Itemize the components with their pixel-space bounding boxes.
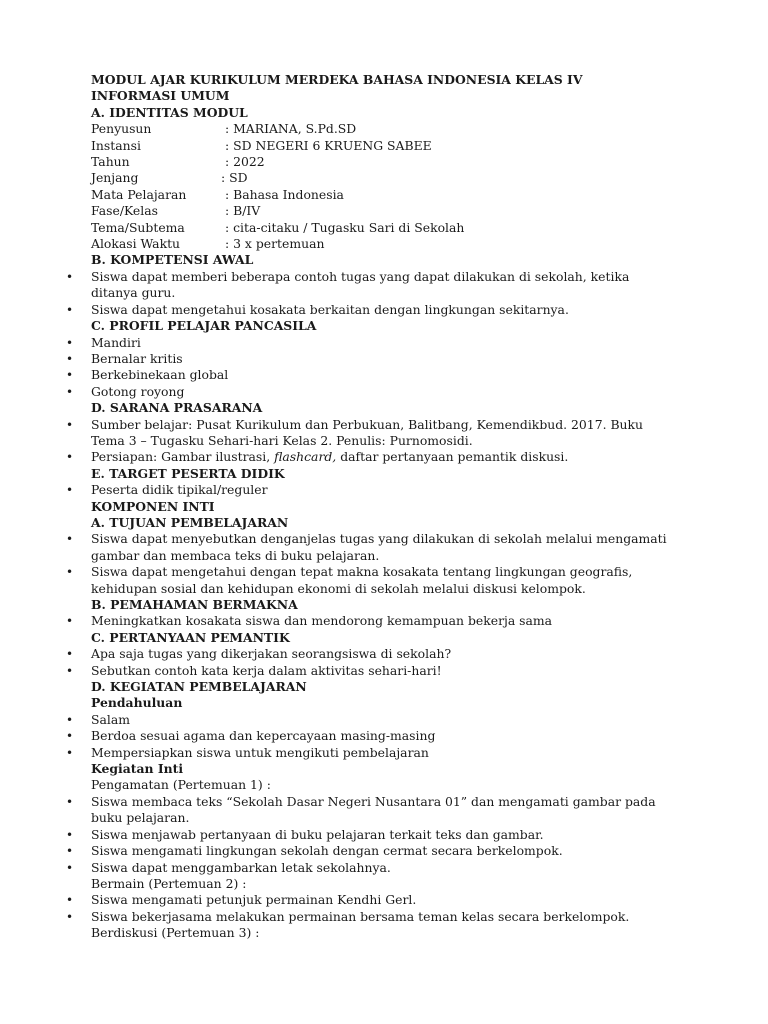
bullet-icon: • bbox=[66, 663, 74, 678]
bullet-icon: • bbox=[66, 712, 74, 727]
sarana-list bbox=[66, 416, 691, 466]
bullet-icon: • bbox=[66, 909, 74, 924]
pendahuluan-list bbox=[66, 711, 691, 761]
list-item: • Siswa dapat mengetahui dengan tepat makna kosakata tentang lingkungan geografis, kehidupan sosial dan kehidupan ekonomi di sekolah melalui diskusi kelompok. bbox=[66, 564, 633, 596]
subheading-pertemuan-2: Bermain (Pertemuan 2) : bbox=[91, 875, 247, 891]
bullet-icon: • bbox=[66, 335, 74, 350]
identitas-row: Tema/Subtema : cita-citaku / Tugasku Sari di Sekolah bbox=[91, 219, 465, 235]
list-item: • Siswa dapat memberi beberapa contoh tugas yang dapat dilakukan di sekolah, ketika ditanya guru. bbox=[66, 268, 630, 301]
bullet-icon: • bbox=[66, 269, 74, 284]
heading-identitas-modul: A. IDENTITAS MODUL bbox=[91, 104, 248, 120]
list-item: • Gotong royong bbox=[66, 383, 185, 399]
identitas-row: Tahun : 2022 bbox=[91, 154, 265, 170]
list-item: • Apa saja tugas yang dikerjakan seorangsiswa di sekolah? bbox=[66, 646, 452, 662]
target-list bbox=[66, 482, 691, 498]
list-item: • Siswa dapat mengetahui kosakata berkaitan dengan lingkungan sekitarnya. bbox=[66, 301, 569, 317]
identitas-row: Penyusun : MARIANA, S.Pd.SD bbox=[91, 121, 357, 137]
section-komponen-inti: KOMPONEN INTI bbox=[91, 498, 215, 514]
heading-pemahaman-bermakna: B. PEMAHAMAN BERMAKNA bbox=[91, 597, 298, 612]
bullet-icon: • bbox=[66, 647, 74, 662]
flashcard-emphasis: flashcard, bbox=[274, 449, 337, 465]
identitas-row: Instansi : SD NEGERI 6 KRUENG SABEE bbox=[91, 137, 432, 153]
kompetensi-list bbox=[66, 268, 691, 318]
section-informasi-umum: INFORMASI UMUM bbox=[91, 88, 230, 104]
bullet-icon: • bbox=[66, 565, 74, 580]
list-item: • Mempersiapkan siswa untuk mengikuti pembelajaran bbox=[66, 744, 429, 760]
list-item: • Bernalar kritis bbox=[66, 350, 183, 366]
bullet-icon: • bbox=[66, 351, 74, 366]
list-item: • Sumber belajar: Pusat Kurikulum dan Perbukuan, Balitbang, Kemendikbud. 2017. Buku Tema 3 – Tugasku Sehari-hari Kelas 2. Penulis: Purnomosidi. bbox=[66, 416, 644, 448]
heading-kompetensi-awal: B. KOMPETENSI AWAL bbox=[91, 252, 254, 268]
identitas-row: Jenjang : SD bbox=[91, 170, 248, 186]
bullet-icon: • bbox=[66, 844, 74, 859]
list-item: • Meningkatkan kosakata siswa dan mendorong kemampuan bekerja sama bbox=[66, 613, 553, 629]
bullet-icon: • bbox=[66, 860, 74, 875]
bullet-icon: • bbox=[66, 893, 74, 908]
bullet-icon: • bbox=[66, 827, 74, 842]
profil-list bbox=[66, 334, 691, 401]
document-title: MODUL AJAR KURIKULUM MERDEKA BAHASA INDONESIA KELAS IV bbox=[91, 72, 583, 87]
pertanyaan-list bbox=[66, 646, 691, 679]
pertemuan-1-list bbox=[66, 793, 691, 876]
bullet-icon: • bbox=[66, 417, 74, 432]
bullet-icon: • bbox=[66, 302, 74, 317]
bullet-icon: • bbox=[66, 794, 74, 809]
list-item: • Siswa menjawab pertanyaan di buku pelajaran terkait teks dan gambar. bbox=[66, 826, 544, 842]
pertemuan-2-list bbox=[66, 892, 691, 925]
list-item: • Siswa membaca teks “Sekolah Dasar Negeri Nusantara 01” dan mengamati gambar pada buku pelajaran. bbox=[66, 793, 656, 826]
heading-sarana-prasarana: D. SARANA PRASARANA bbox=[91, 400, 263, 416]
list-item: • Siswa mengamati petunjuk permainan Kendhi Gerl. bbox=[66, 892, 417, 908]
bullet-icon: • bbox=[66, 614, 74, 629]
bullet-icon: • bbox=[66, 368, 74, 383]
identitas-row: Mata Pelajaran : Bahasa Indonesia bbox=[91, 186, 344, 202]
heading-target-peserta: E. TARGET PESERTA DIDIK bbox=[91, 465, 285, 481]
list-item: • Berkebinekaan global bbox=[66, 367, 229, 383]
list-item: • Persiapan: Gambar ilustrasi, flashcard, daftar pertanyaan pemantik diskusi. bbox=[66, 449, 569, 465]
subheading-pertemuan-3: Berdiskusi (Pertemuan 3) : bbox=[91, 925, 260, 941]
list-item: • Berdoa sesuai agama dan kepercayaan masing-masing bbox=[66, 728, 436, 744]
bullet-icon: • bbox=[66, 483, 74, 498]
list-item: • Sebutkan contoh kata kerja dalam aktivitas sehari-hari! bbox=[66, 662, 442, 678]
bullet-icon: • bbox=[66, 745, 74, 760]
list-item: • Peserta didik tipikal/reguler bbox=[66, 482, 268, 498]
subheading-kegiatan-inti: Kegiatan Inti bbox=[91, 761, 184, 777]
list-item: • Siswa bekerjasama melakukan permainan bersama teman kelas secara berkelompok. bbox=[66, 908, 630, 924]
document-body bbox=[66, 72, 691, 942]
list-item: • Salam bbox=[66, 711, 130, 727]
subheading-pertemuan-1: Pengamatan (Pertemuan 1) : bbox=[91, 777, 271, 793]
bullet-icon: • bbox=[66, 384, 74, 399]
heading-pertanyaan-pemantik: C. PERTANYAAN PEMANTIK bbox=[91, 629, 290, 645]
list-item: • Mandiri bbox=[66, 334, 141, 350]
heading-tujuan-pembelajaran: A. TUJUAN PEMBELAJARAN bbox=[91, 514, 289, 530]
identitas-row: Fase/Kelas : B/IV bbox=[91, 203, 261, 219]
list-item: • Siswa dapat menyebutkan denganjelas tugas yang dilakukan di sekolah melalui mengamati gambar dan membaca teks di buku pelajaran. bbox=[66, 531, 667, 563]
pemahaman-list bbox=[66, 613, 691, 629]
bullet-icon: • bbox=[66, 729, 74, 744]
tujuan-list bbox=[66, 531, 691, 597]
bullet-icon: • bbox=[66, 532, 74, 547]
list-item: • Siswa dapat menggambarkan letak sekolahnya. bbox=[66, 859, 391, 875]
heading-profil-pelajar: C. PROFIL PELAJAR PANCASILA bbox=[91, 318, 317, 334]
subheading-pendahuluan: Pendahuluan bbox=[91, 695, 183, 711]
identitas-row: Alokasi Waktu : 3 x pertemuan bbox=[91, 236, 325, 252]
list-item: • Siswa mengamati lingkungan sekolah dengan cermat secara berkelompok. bbox=[66, 843, 563, 859]
bullet-icon: • bbox=[66, 450, 74, 465]
heading-kegiatan-pembelajaran: D. KEGIATAN PEMBELAJARAN bbox=[91, 679, 307, 695]
identitas-table bbox=[91, 121, 691, 252]
